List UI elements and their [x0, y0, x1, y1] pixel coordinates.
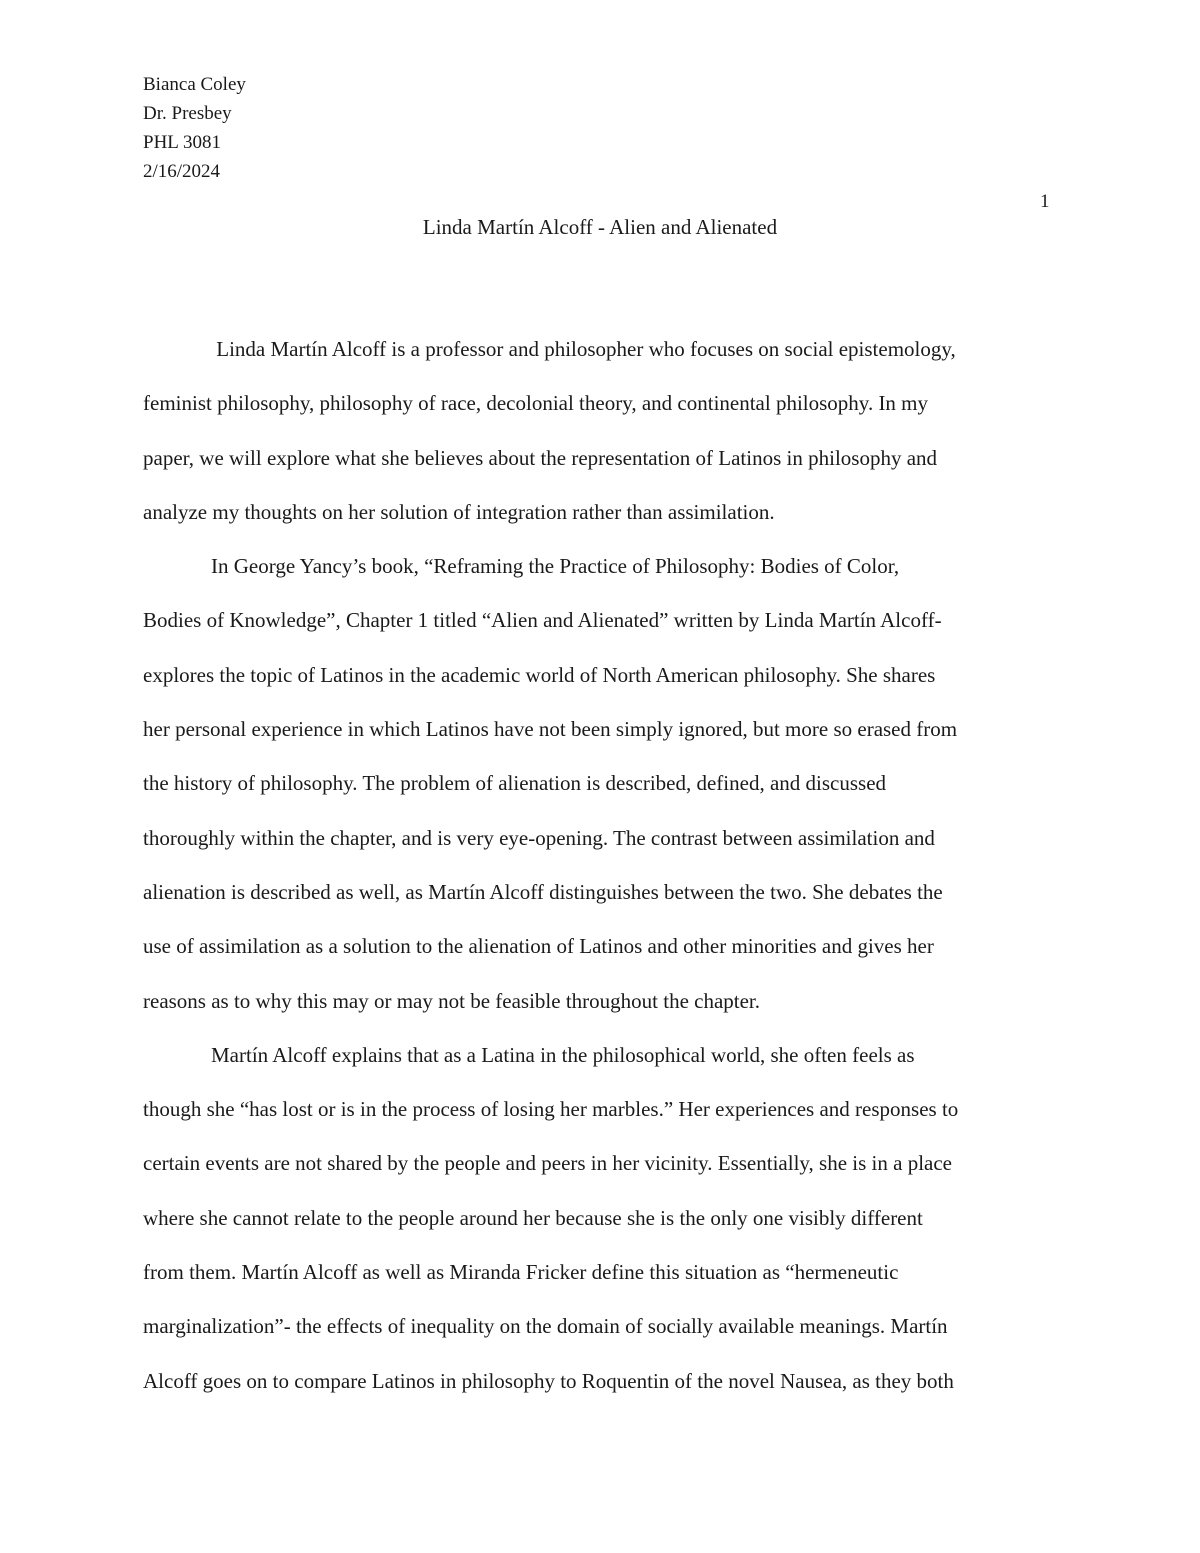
- page-number: 1: [1040, 191, 1050, 212]
- paragraph-line: the history of philosophy. The problem of alienation is described, defined, and discussed: [143, 771, 887, 796]
- paragraph-line: alienation is described as well, as Martín Alcoff distinguishes between the two. She debates the: [143, 879, 943, 904]
- paragraph-line: from them. Martín Alcoff as well as Miranda Fricker define this situation as “hermeneutic: [143, 1260, 899, 1285]
- paragraph-line: Alcoff goes on to compare Latinos in philosophy to Roquentin of the novel Nausea, as they both: [143, 1368, 954, 1393]
- student-name: Bianca Coley: [143, 74, 246, 95]
- paragraph-line: reasons as to why this may or may not be feasible throughout the chapter.: [143, 988, 761, 1013]
- paragraph-line: her personal experience in which Latinos have not been simply ignored, but more so erased from: [143, 717, 958, 742]
- paragraph-line: thoroughly within the chapter, and is very eye-opening. The contrast between assimilation and: [143, 825, 935, 850]
- paragraph-line: though she “has lost or is in the process of losing her marbles.” Her experiences and responses to: [143, 1097, 959, 1122]
- heading-block: [143, 70, 246, 186]
- course-code: PHL 3081: [143, 132, 221, 153]
- instructor-name: Dr. Presbey: [143, 103, 232, 124]
- paragraph-line: Martín Alcoff explains that as a Latina in the philosophical world, she often feels as: [211, 1042, 915, 1067]
- date: 2/16/2024: [143, 161, 221, 182]
- paragraph-line: paper, we will explore what she believes about the representation of Latinos in philosophy and: [143, 445, 938, 470]
- paragraph-line: Linda Martín Alcoff is a professor and philosopher who focuses on social epistemology,: [211, 337, 956, 361]
- paragraph-line: explores the topic of Latinos in the academic world of North American philosophy. She shares: [143, 662, 936, 687]
- paragraph-line: In George Yancy’s book, “Reframing the Practice of Philosophy: Bodies of Color,: [211, 554, 900, 579]
- paragraph-line: Bodies of Knowledge”, Chapter 1 titled “Alien and Alienated” written by Linda Martín Alcoff-: [143, 608, 942, 633]
- paragraph-line: use of assimilation as a solution to the alienation of Latinos and other minorities and gives her: [143, 934, 934, 959]
- paragraph-line: certain events are not shared by the people and peers in her vicinity. Essentially, she is in a place: [143, 1151, 952, 1176]
- paragraph-line: analyze my thoughts on her solution of integration rather than assimilation.: [143, 499, 775, 524]
- paragraph-line: feminist philosophy, philosophy of race, decolonial theory, and continental philosophy. In my: [143, 391, 929, 416]
- paragraph-line: marginalization”- the effects of inequality on the domain of socially available meanings. Martín: [143, 1314, 948, 1339]
- paper-title: Linda Martín Alcoff - Alien and Alienated: [422, 215, 778, 239]
- paper-body: [143, 322, 1063, 1408]
- paragraph-line: where she cannot relate to the people around her because she is the only one visibly different: [143, 1205, 923, 1230]
